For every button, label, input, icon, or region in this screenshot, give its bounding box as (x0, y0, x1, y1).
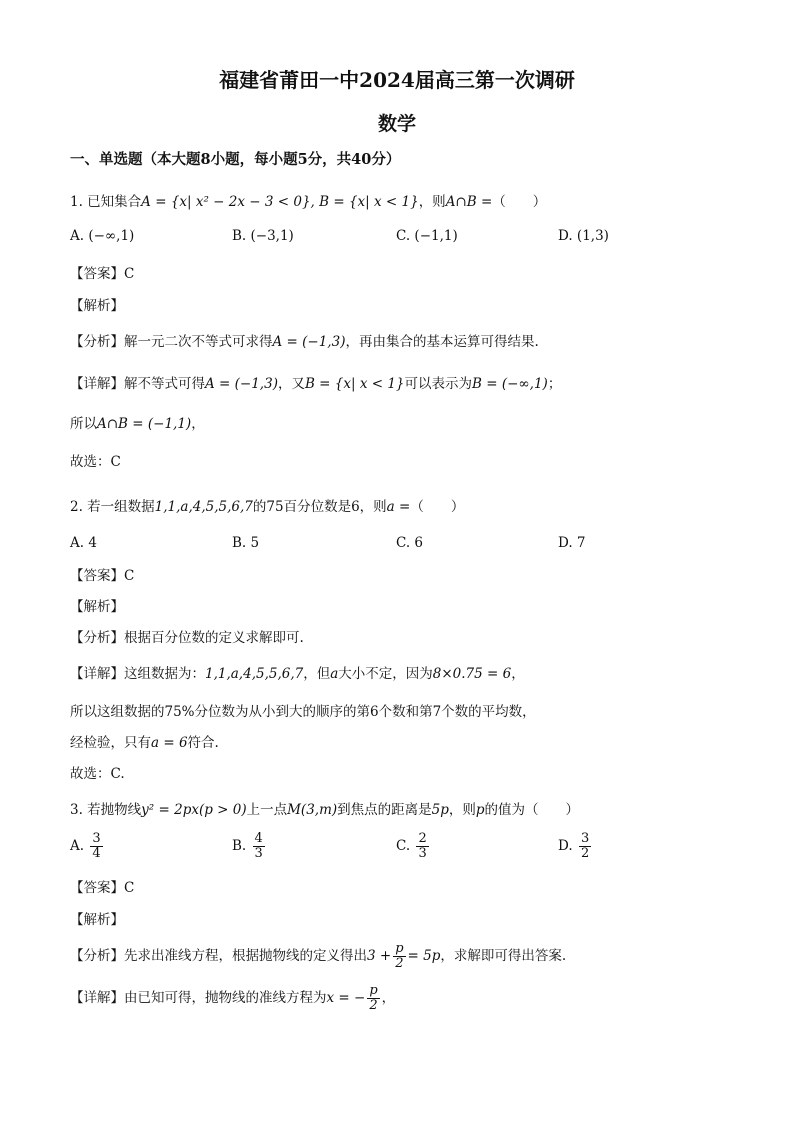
q3-fenxi-pre: 先求出准线方程，根据抛物线的定义得出 (124, 948, 367, 964)
q3-option-c (396, 832, 431, 861)
q1-stem-pre: 1. 已知集合 (70, 194, 142, 210)
q1-xj-math3: B = (−∞,1) (472, 376, 548, 392)
q1-line2 (70, 414, 205, 434)
q3-option-c-num: 2 (418, 831, 427, 846)
q2-choose: 故选：C. (70, 766, 125, 782)
q3-var: p (475, 802, 485, 818)
q3-option-c-fraction (416, 832, 428, 861)
q3-option-b-num: 4 (254, 831, 263, 846)
q3-option-a-fraction (90, 832, 102, 861)
q2-data: 1,1,a,4,5,5,6,7 (154, 499, 253, 515)
q2-fenxi-text: 根据百分位数的定义求解即可. (124, 630, 304, 646)
q2-option-b: B. 5 (232, 535, 260, 551)
q2-analysis-label: 【解析】 (70, 599, 124, 615)
q1-xj-math2: B = {x| x < 1} (304, 376, 405, 392)
q1-xj-mid: ，又 (277, 376, 305, 392)
q2-xiangjie-label: 【详解】 (70, 666, 124, 682)
q2-xj-pre: 这组数据为： (124, 666, 205, 682)
q3-stem-mid3: ，则 (448, 802, 476, 818)
q1-set-a: A = {x| x² − 2x − 3 < 0} (141, 194, 311, 210)
q2-xj-mid: ，但 (303, 666, 331, 682)
q2-option-a: A. 4 (70, 535, 97, 551)
q3-xj-end: ， (381, 990, 396, 1006)
q3-option-d-fraction (579, 832, 591, 861)
q3-analysis-label: 【解析】 (70, 912, 124, 928)
q3-xj-pre: 由已知可得，抛物线的准线方程为 (124, 990, 327, 1006)
q1-xj-pre: 解不等式可得 (124, 376, 205, 392)
q1-option-d: D. (1,3) (558, 228, 609, 244)
q3-fenxi (70, 940, 566, 972)
q2-line3-pre: 经检验，只有 (70, 735, 151, 751)
q3-xj-fraction (367, 984, 379, 1013)
q2-stem (70, 497, 464, 517)
q1-xiangjie (70, 374, 561, 394)
q1-fenxi-post: ，再由集合的基本运算可得结果. (345, 334, 539, 350)
q3-point: M(3,m) (287, 802, 338, 818)
q3-curve: y² = 2px(p > 0) (141, 802, 247, 818)
q3-fenxi-post: ，求解即可得出答案. (440, 948, 567, 964)
q2-fenxi (70, 628, 304, 648)
q2-stem-pre: 2. 若一组数据 (70, 499, 155, 515)
q1-fenxi (70, 332, 539, 352)
q2-fenxi-label: 【分析】 (70, 630, 124, 646)
q2-xj-var: a (330, 666, 339, 682)
q2-xj-mid2: 大小不定，因为 (338, 666, 433, 682)
q2-line3-post: 符合. (187, 735, 219, 751)
q3-option-d-label: D. (558, 838, 573, 854)
q2-option-c: C. 6 (396, 535, 424, 551)
q3-option-c-den: 3 (418, 846, 427, 861)
q1-xj-math1: A = (−1,3) (205, 376, 278, 392)
q1-option-a: A. (−∞,1) (70, 228, 135, 244)
document-title: 福建省莆田一中2024届高三第一次调研 (219, 68, 575, 92)
document-subject: 数学 (377, 113, 416, 135)
q2-answer: 【答案】C (70, 568, 135, 584)
q3-option-a-label: A. (70, 838, 85, 854)
q3-option-d-den: 2 (580, 846, 590, 861)
q1-answer: 【答案】C (70, 266, 135, 282)
q3-option-b-fraction (253, 832, 265, 861)
q1-fenxi-label: 【分析】 (70, 334, 124, 350)
q2-xj-data: 1,1,a,4,5,5,6,7 (205, 666, 304, 682)
q1-line2-math: A∩B = (−1,1) (97, 416, 192, 432)
q1-line2-pre: 所以 (70, 416, 97, 432)
q3-option-d-num: 3 (580, 831, 590, 846)
q3-dist: 5p (431, 802, 449, 818)
q3-stem-mid: 上一点 (246, 802, 288, 818)
q3-option-c-label: C. (396, 838, 411, 854)
q2-xiangjie (70, 664, 525, 684)
q2-line3 (70, 733, 219, 753)
q2-xj-math: 8×0.75 = 6 (432, 666, 512, 682)
q1-xiangjie-label: 【详解】 (70, 376, 124, 392)
q3-fenxi-label: 【分析】 (70, 948, 124, 964)
q1-option-b: B. (−3,1) (232, 228, 294, 244)
q3-fenxi-m2: = 5p (407, 948, 441, 964)
q2-stem-post: 的75百分位数是6，则 (252, 499, 387, 515)
q1-xj-end: ； (547, 376, 562, 392)
q3-fenxi-m1: 3 + (367, 948, 392, 964)
q1-stem-post: ，则 (418, 194, 446, 210)
q3-option-b-den: 3 (254, 846, 263, 861)
q2-line2: 所以这组数据的75%分位数为从小到大的顺序的第6个数和第7个数的平均数， (70, 704, 536, 720)
q1-xj-mid2: 可以表示为 (404, 376, 473, 392)
q3-xiangjie-label: 【详解】 (70, 990, 124, 1006)
q1-expr: A∩B = (445, 194, 493, 210)
q3-xj-frac-num: p (369, 983, 378, 998)
q3-option-b-label: B. (232, 838, 247, 854)
q1-analysis-label: 【解析】 (70, 298, 124, 314)
q1-fenxi-math: A = (−1,3) (272, 334, 346, 350)
q2-line3-math: a = 6 (151, 735, 188, 751)
q3-xiangjie (70, 982, 395, 1014)
q3-fenxi-frac-num: p (395, 941, 404, 956)
q1-fenxi-pre: 解一元二次不等式可求得 (124, 334, 273, 350)
q3-stem-pre: 3. 若抛物线 (70, 802, 142, 818)
q3-xj-m1: x = − (326, 990, 366, 1006)
q3-stem-post: 的值为（ ） (484, 802, 580, 818)
q3-option-b (232, 832, 267, 861)
section-heading: 一、单选题（本大题8小题，每小题5分，共40分） (70, 151, 401, 168)
q2-var: a = (386, 499, 411, 515)
q3-stem-mid2: 到焦点的距离是 (337, 802, 432, 818)
q3-option-a-num: 3 (92, 831, 101, 846)
q1-paren: （ ） (492, 194, 547, 210)
q3-fenxi-frac-den: 2 (395, 956, 404, 971)
q1-choose: 故选：C (70, 454, 121, 470)
q1-set-b: , B = {x| x < 1} (310, 194, 419, 210)
q3-stem (70, 800, 579, 820)
q2-xj-end: ， (511, 666, 525, 682)
q3-option-a-den: 4 (92, 846, 101, 861)
q2-option-d: D. 7 (558, 535, 586, 551)
q3-option-a (70, 832, 105, 861)
q3-xj-frac-den: 2 (369, 998, 378, 1013)
q1-line2-end: ， (191, 416, 205, 432)
q3-fenxi-fraction (393, 942, 405, 971)
q3-answer: 【答案】C (70, 880, 135, 896)
q3-option-d (558, 832, 593, 861)
q1-stem (70, 192, 546, 212)
q2-paren: （ ） (410, 499, 465, 515)
q1-option-c: C. (−1,1) (396, 228, 458, 244)
